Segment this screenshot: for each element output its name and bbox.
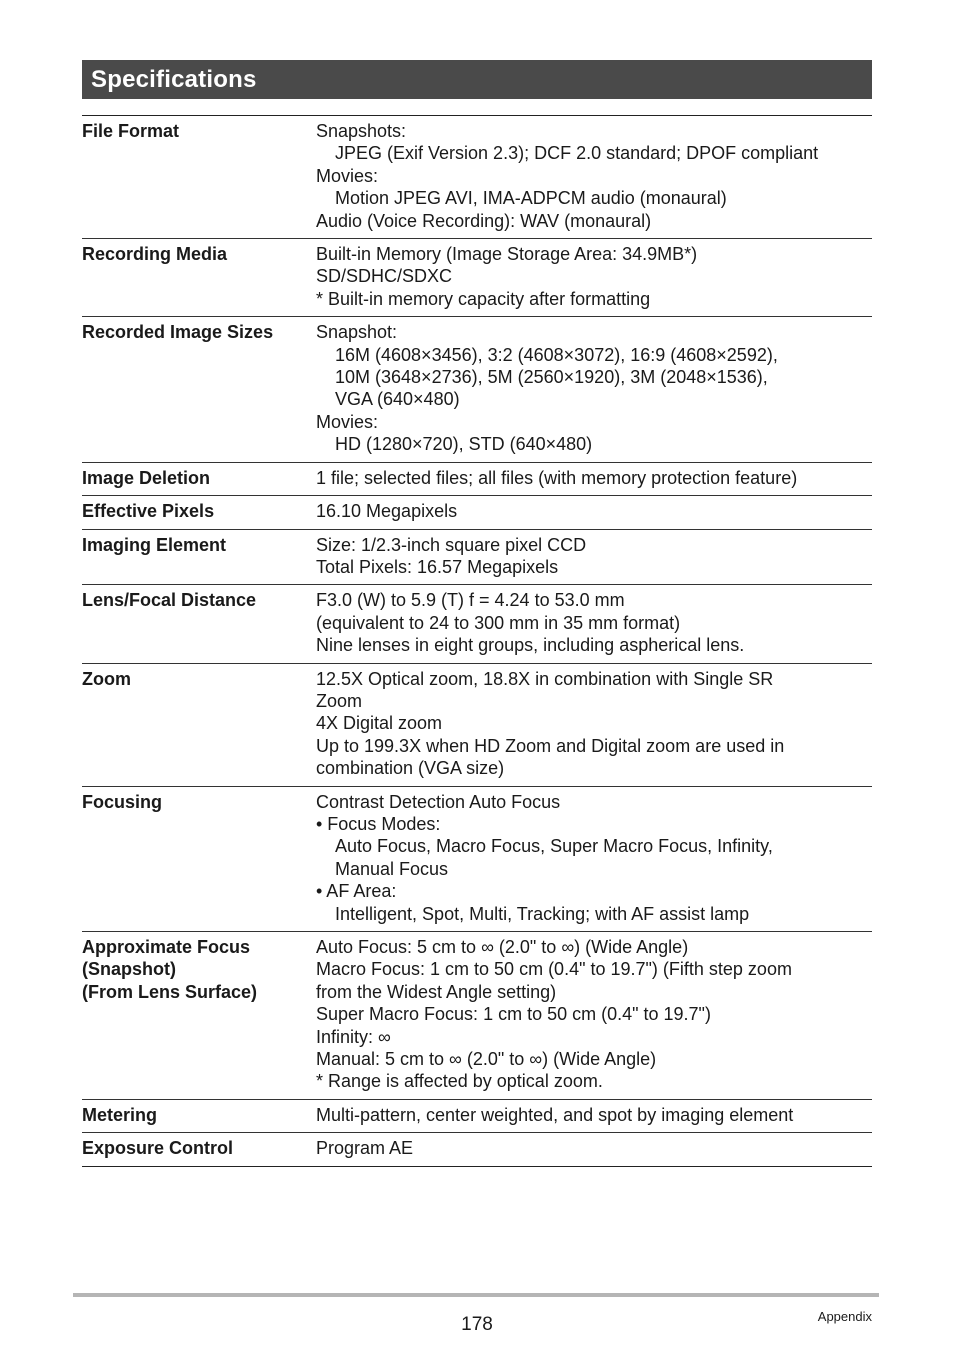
spec-value-line: Infinity: ∞ (316, 1026, 391, 1047)
spec-label (82, 1137, 316, 1159)
spec-value-line: Super Macro Focus: 1 cm to 50 cm (0.4" to 19.7") (316, 1004, 711, 1025)
spec-value-line: Audio (Voice Recording): WAV (monaural) (316, 210, 652, 231)
spec-label (82, 1104, 316, 1126)
spec-value (316, 791, 872, 925)
spec-row (82, 663, 872, 786)
section-header-bar (82, 60, 872, 99)
spec-label-line: Zoom (82, 668, 131, 689)
spec-label (82, 321, 316, 455)
spec-value-line: 12.5X Optical zoom, 18.8X in combination with Single SR (316, 668, 774, 689)
spec-value (316, 243, 872, 310)
spec-value-line: Total Pixels: 16.57 Megapixels (316, 556, 559, 577)
spec-value-line: Intelligent, Spot, Multi, Tracking; with AF assist lamp (335, 903, 750, 924)
spec-value-line: JPEG (Exif Version 2.3); DCF 2.0 standard; DPOF compliant (335, 143, 819, 164)
spec-value-line: Movies: (316, 411, 379, 432)
spec-label (82, 120, 316, 232)
spec-label (82, 243, 316, 310)
section-name: Appendix (817, 1309, 872, 1324)
spec-value-line: Auto Focus, Macro Focus, Super Macro Focus, Infinity, (335, 836, 773, 857)
spec-value-line: combination (VGA size) (316, 758, 505, 779)
spec-label-line: Recorded Image Sizes (82, 322, 274, 343)
spec-label-line: (From Lens Surface) (82, 981, 258, 1002)
spec-row (82, 786, 872, 931)
spec-value-line: 16.10 Megapixels (316, 501, 458, 522)
spec-value-line: Macro Focus: 1 cm to 50 cm (0.4" to 19.7") (Fifth step zoom (316, 959, 792, 980)
spec-row (82, 495, 872, 528)
page-title: Specifications (91, 66, 257, 93)
spec-value (316, 321, 872, 455)
spec-label-line: Recording Media (82, 244, 228, 265)
spec-value (316, 534, 872, 579)
spec-value-line: 16M (4608×3456), 3:2 (4608×3072), 16:9 (4608×2592), (335, 344, 778, 365)
spec-row (82, 316, 872, 461)
spec-value-line: Manual Focus (335, 858, 449, 879)
spec-label (82, 589, 316, 656)
spec-value-line: Motion JPEG AVI, IMA-ADPCM audio (monaural) (335, 188, 727, 209)
spec-value-line: Built-in Memory (Image Storage Area: 34.9MB*) (316, 244, 698, 265)
spec-value (316, 467, 872, 489)
spec-label (82, 534, 316, 579)
spec-label (82, 791, 316, 925)
spec-row (82, 931, 872, 1099)
spec-value-line: from the Widest Angle setting) (316, 981, 557, 1002)
spec-row (82, 116, 872, 238)
footer-divider (73, 1293, 879, 1297)
spec-label-line: Approximate Focus (82, 937, 251, 957)
spec-value (316, 1137, 872, 1159)
spec-value-line: Contrast Detection Auto Focus (316, 791, 561, 812)
spec-value-line: HD (1280×720), STD (640×480) (335, 434, 593, 455)
spec-label-line: Metering (82, 1104, 158, 1125)
page-number: 178 (461, 1314, 493, 1335)
spec-label-line: (Snapshot) (82, 959, 176, 980)
spec-value (316, 936, 872, 1093)
spec-value-line: VGA (640×480) (335, 389, 460, 410)
spec-value-line: Manual: 5 cm to ∞ (2.0" to ∞) (Wide Angle) (316, 1049, 657, 1070)
spec-value-line: Snapshot: (316, 322, 398, 343)
spec-value-line: 1 file; selected files; all files (with memory protection feature) (316, 467, 798, 488)
spec-label-line: Focusing (82, 791, 162, 812)
spec-label-line: Image Deletion (82, 467, 211, 488)
specifications-table (82, 115, 872, 1167)
spec-value-line: 10M (3648×2736), 5M (2560×1920), 3M (2048×1536), (335, 367, 768, 388)
spec-value (316, 500, 872, 522)
spec-label-line: Imaging Element (82, 534, 227, 555)
spec-value-line: Size: 1/2.3-inch square pixel CCD (316, 534, 587, 555)
spec-value-line: Movies: (316, 165, 379, 186)
spec-value-line: Snapshots: (316, 121, 407, 141)
spec-label (82, 500, 316, 522)
spec-row (82, 238, 872, 316)
spec-value-line: • AF Area: (316, 881, 397, 902)
spec-value-line: * Built-in memory capacity after formatting (316, 288, 651, 309)
spec-row (82, 584, 872, 662)
spec-value-line: Nine lenses in eight groups, including aspherical lens. (316, 635, 745, 656)
spec-label-line: File Format (82, 121, 180, 141)
spec-label-line: Effective Pixels (82, 501, 215, 522)
spec-value-line: Multi-pattern, center weighted, and spot by imaging element (316, 1104, 794, 1125)
spec-value-line: SD/SDHC/SDXC (316, 266, 453, 287)
spec-label (82, 668, 316, 780)
spec-value (316, 589, 872, 656)
spec-value (316, 1104, 872, 1126)
spec-label (82, 467, 316, 489)
spec-label (82, 936, 316, 1093)
spec-value-line: • Focus Modes: (316, 813, 441, 834)
spec-value-line: * Range is affected by optical zoom. (316, 1071, 603, 1092)
spec-value-line: 4X Digital zoom (316, 713, 443, 734)
spec-value-line: F3.0 (W) to 5.9 (T) f = 4.24 to 53.0 mm (316, 590, 625, 611)
spec-value (316, 668, 872, 780)
spec-row (82, 462, 872, 495)
spec-value-line: Up to 199.3X when HD Zoom and Digital zoom are used in (316, 735, 785, 756)
spec-value-line: Program AE (316, 1138, 414, 1159)
spec-row (82, 1099, 872, 1132)
spec-label-line: Exposure Control (82, 1138, 234, 1159)
spec-row (82, 1132, 872, 1165)
spec-label-line: Lens/Focal Distance (82, 590, 257, 611)
spec-value-line: (equivalent to 24 to 300 mm in 35 mm format) (316, 612, 681, 633)
spec-value-line: Auto Focus: 5 cm to ∞ (2.0" to ∞) (Wide Angle) (316, 937, 689, 957)
spec-row (82, 529, 872, 585)
spec-value-line: Zoom (316, 690, 363, 711)
spec-value (316, 120, 872, 232)
